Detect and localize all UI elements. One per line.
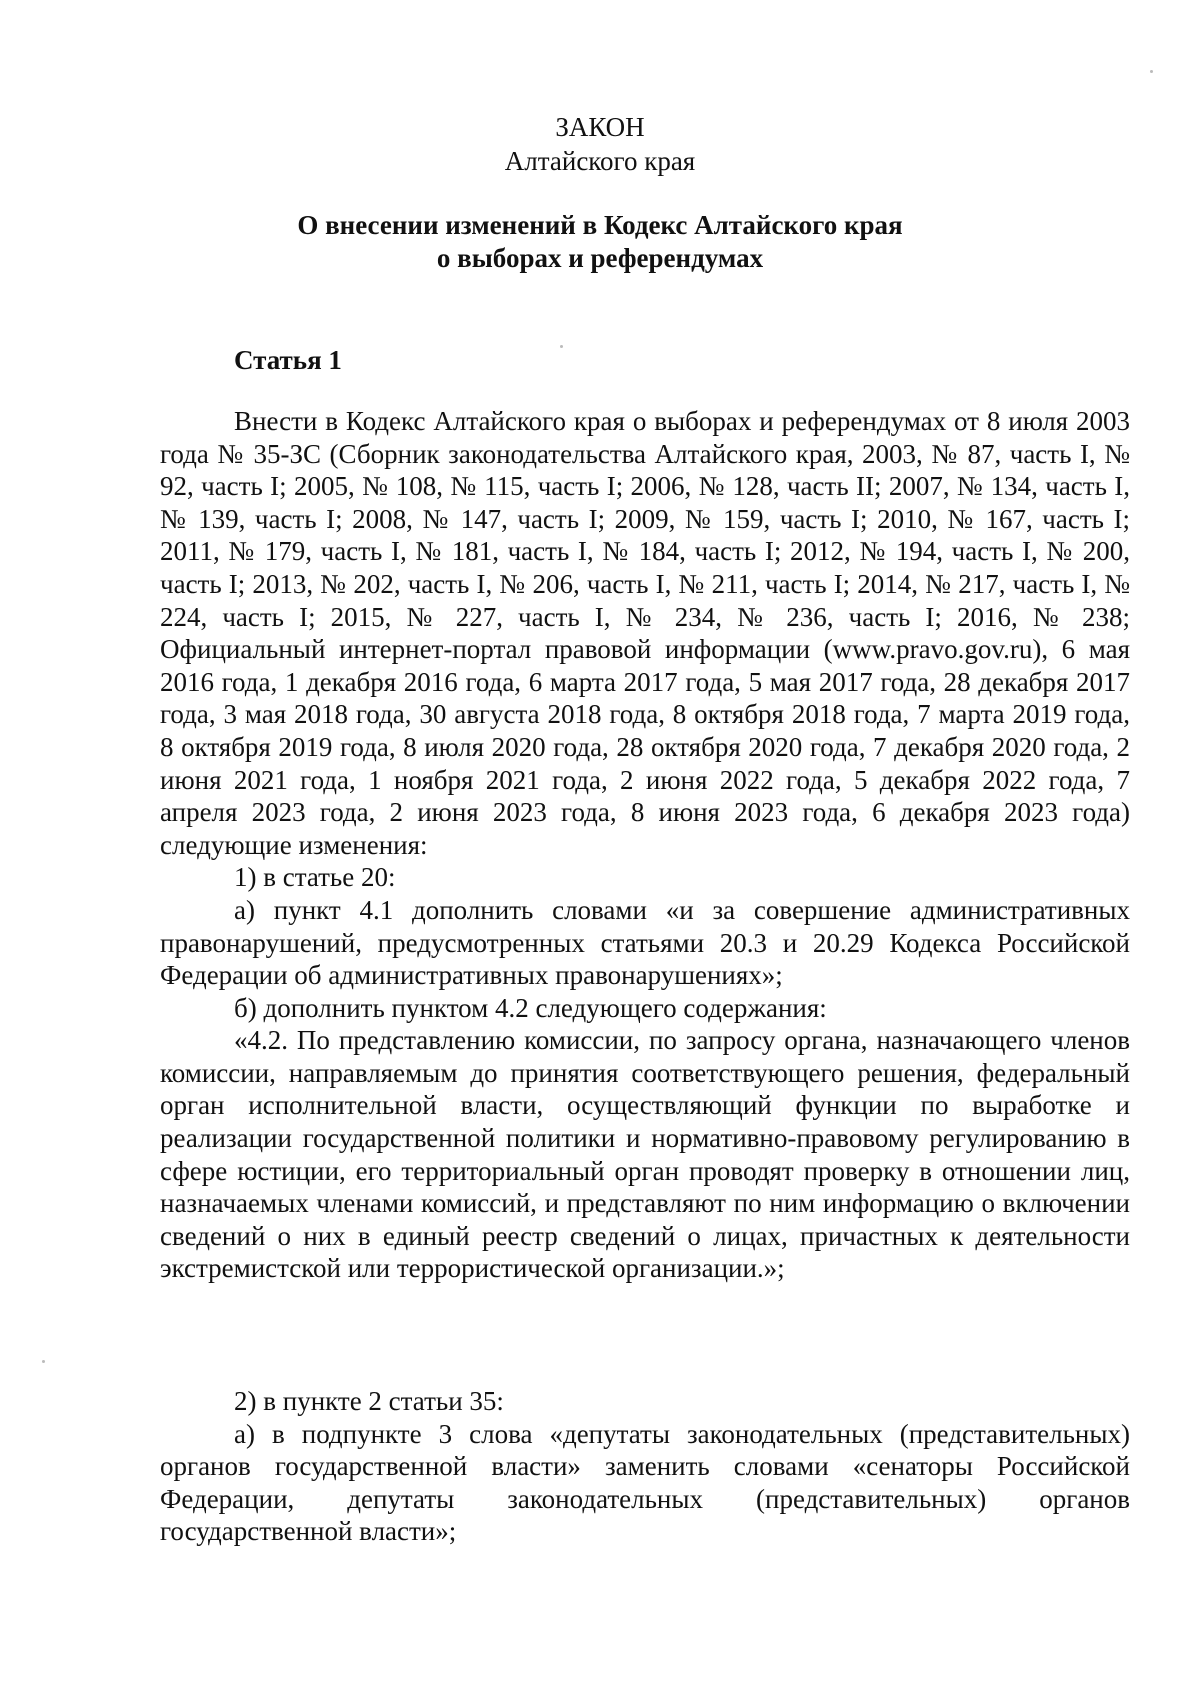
scan-speck: [42, 1360, 45, 1363]
law-title-line-2: о выборах и референдумах: [436, 243, 764, 273]
law-region: Алтайского края: [504, 146, 696, 176]
scan-speck: [560, 345, 563, 348]
paragraph-item-2a: а) в подпункте 3 слова «депутаты законодательных (представительных) органов государственной власти» заменить словами «сенаторы Российской Федерации, депутаты законодательных (представительных) органов государственной власти»;: [160, 1418, 1130, 1547]
paragraph-quote-4-2: «4.2. По представлению комиссии, по запросу органа, назначающего членов комиссии, направляемым до принятия соответствующего решения, федеральный орган исполнительной власти, осуществляющий функции по выработке и реализации государственной политики и нормативно-правовому регулированию в сфере юстиции, его территориальный орган проводят проверку в отношении лиц, назначаемых членами комиссий, и представляют по ним информацию о включении сведений о них в единый реестр сведений о лицах, причастных к деятельности экстремистской или террористической организации.»;: [160, 1025, 1130, 1284]
law-heading: ЗАКОН: [555, 112, 645, 142]
article-heading: Статья 1: [234, 345, 342, 375]
paragraph-item-1b: б) дополнить пунктом 4.2 следующего содержания:: [234, 992, 827, 1023]
paragraph-item-2: 2) в пункте 2 статьи 35:: [234, 1386, 504, 1416]
scan-speck: [1150, 70, 1153, 73]
article-body: [160, 405, 1130, 1285]
article-body-continued: [160, 1385, 1130, 1548]
paragraph-item-1a: а) пункт 4.1 дополнить словами «и за совершение административных правонарушений, предусмотренных статьями 20.3 и 20.29 Кодекса Российской Федерации об административных правонарушениях»;: [160, 894, 1130, 991]
paragraph-item-1: 1) в статье 20:: [234, 862, 396, 893]
paragraph-intro: Внести в Кодекс Алтайского края о выборах и референдумах от 8 июля 2003 года № 35-ЗС (Сборник законодательства Алтайского края, 2003, № 87, часть I, № 92, часть I; 2005, № 108, № 115, часть I; 2006, № 128, часть II; 2007, № 134, часть I, № 139, часть I; 2008, № 147, часть I; 2009, № 159, часть I; 2010, № 167, часть I; 2011, № 179, часть I, № 181, часть I, № 184, часть I; 2012, № 194, часть I, № 200, часть I; 2013, № 202, часть I, № 206, часть I, № 211, часть I; 2014, № 217, часть I, № 224, часть I; 2015, № 227, часть I, № 234, № 236, часть I; 2016, № 238; Официальный интернет-портал правовой информации (www.pravo.gov.ru), 6 мая 2016 года, 1 декабря 2016 года, 6 марта 2017 года, 5 мая 2017 года, 28 декабря 2017 года, 3 мая 2018 года, 30 августа 2018 года, 8 октября 2018 года, 7 марта 2019 года, 8 октября 2019 года, 8 июля 2020 года, 28 октября 2020 года, 7 декабря 2020 года, 2 июня 2021 года, 1 ноября 2021 года, 2 июня 2022 года, 5 декабря 2022 года, 7 апреля 2023 года, 2 июня 2023 года, 8 июня 2023 года, 6 декабря 2023 года) следующие изменения:: [160, 406, 1130, 860]
law-title-line-1: О внесении изменений в Кодекс Алтайского края: [297, 210, 903, 240]
